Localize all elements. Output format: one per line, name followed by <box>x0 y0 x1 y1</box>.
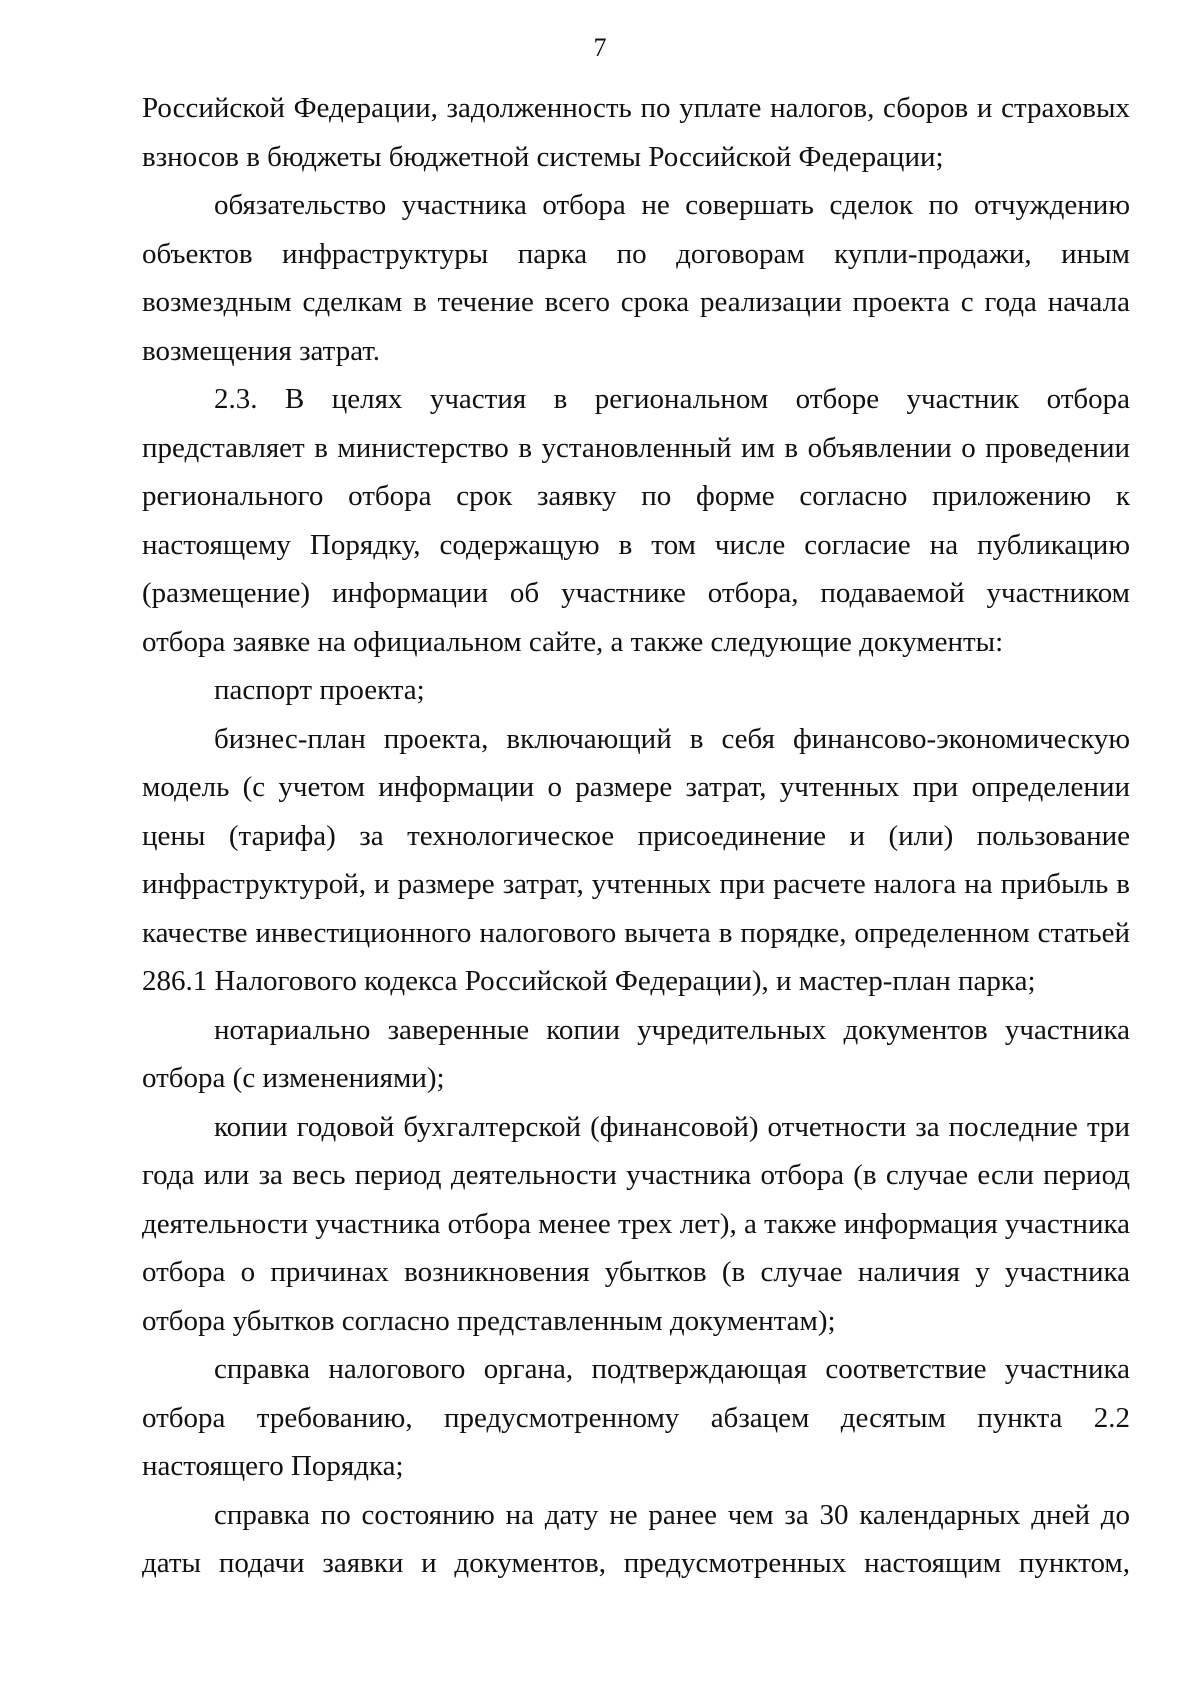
list-item-status-certificate: справка по состоянию на дату не ранее чем за 30 календарных дней до даты подачи заявки и документов, предусмотренных настоящим пунктом, <box>142 1498 1130 1579</box>
document-body <box>142 84 1130 1588</box>
list-item-tax-certificate: справка налогового органа, подтверждающая соответствие участника отбора требованию, предусмотренному абзацем десятым пункта 2.2 настоящего Порядка; <box>142 1353 1130 1482</box>
paragraph-obligation: обязательство участника отбора не совершать сделок по отчуждению объектов инфраструктуры парка по договорам купли-продажи, иным возмездным сделкам в течение всего срока реализации проекта с года начала возмещения затрат. <box>142 189 1130 367</box>
list-item-founding-documents: нотариально заверенные копии учредительных документов участника отбора (с изменениями); <box>142 1013 1130 1094</box>
list-item-financial-statements: копии годовой бухгалтерской (финансовой) отчетности за последние три года или за весь период деятельности участника отбора (в случае если период деятельности участника отбора менее трех лет), а также информация участника отбора о причинах возникновения убытков (в случае наличия у участника отбора убытков согласно представленным документам); <box>142 1110 1130 1337</box>
list-item-project-passport: паспорт проекта; <box>214 674 425 706</box>
page-number: 7 <box>593 33 607 62</box>
list-item-business-plan: бизнес-план проекта, включающий в себя финансово-экономическую модель (с учетом информации о размере затрат, учтенных при определении цены (тарифа) за технологическое присоединение и (или) пользование инфраструктурой, и размере затрат, учтенных при расчете налога на прибыль в качестве инвестиционного налогового вычета в порядке, определенном статьей 286.1 Налогового кодекса Российской Федерации), и мастер-план парка; <box>142 722 1130 997</box>
paragraph-continuation: Российской Федерации, задолженность по уплате налогов, сборов и страховых взносов в бюджеты бюджетной системы Российской Федерации; <box>142 92 1130 173</box>
paragraph-2-3: 2.3. В целях участия в региональном отборе участник отбора представляет в министерство в установленный им в объявлении о проведении регионального отбора срок заявку по форме согласно приложению к настоящему Порядку, содержащую в том числе согласие на публикацию (размещение) информации об участнике отбора, подаваемой участником отбора заявке на официальном сайте, а также следующие документы: <box>142 383 1130 658</box>
